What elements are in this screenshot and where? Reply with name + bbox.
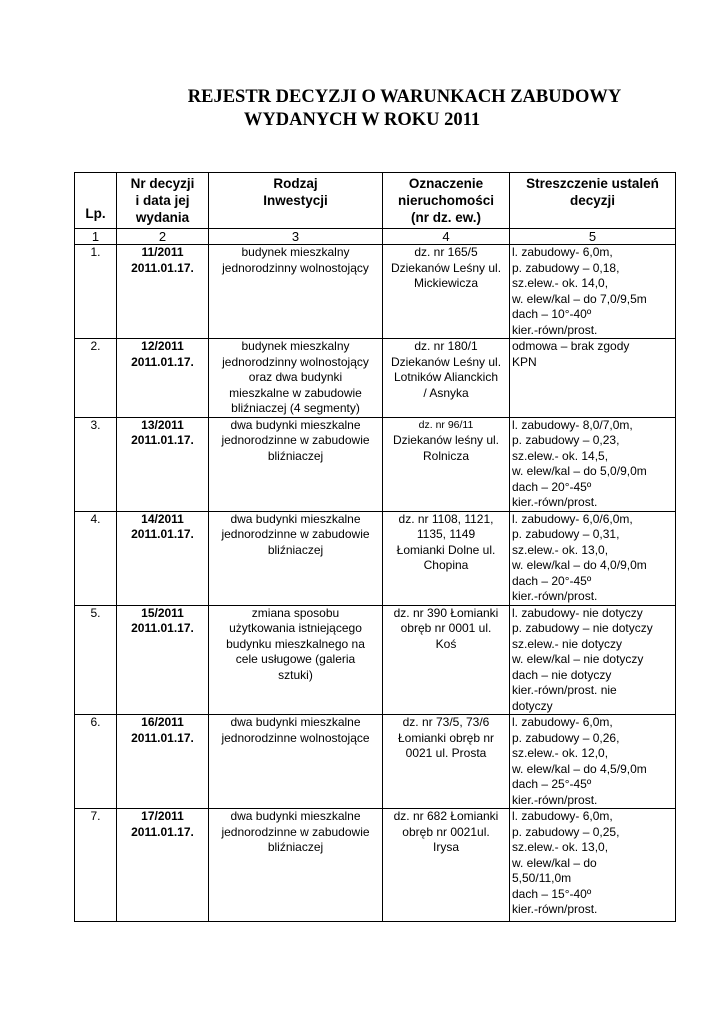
header-oznaczenie: Oznaczenie nieruchomości (nr dz. ew.): [383, 173, 510, 229]
investment-type-line: dwa budynki mieszkalne: [230, 809, 361, 823]
decision-number-line: 2011.01.17.: [131, 621, 194, 635]
decision-number-line: 2011.01.17.: [131, 527, 194, 541]
investment-type-line: bliźniaczej: [267, 840, 324, 854]
column-number: 4: [383, 229, 510, 245]
decision-summary-line: kier.-równ/prost.: [512, 902, 598, 916]
property-designation-line: obręb nr 0001 ul.: [400, 621, 492, 635]
cell-investment-type: [209, 809, 383, 922]
investment-type-line: budynek mieszkalny: [241, 245, 350, 259]
cell-lp: [75, 605, 117, 715]
decision-summary-line: sz.elew.- ok. 13,0,: [512, 542, 609, 557]
investment-type-line: użytkowania istniejącego: [229, 621, 362, 635]
decision-summary-line: dach – 25°-45º: [512, 777, 592, 791]
decision-summary-line: dach – 10°-40º: [512, 307, 592, 321]
cell-decision-number: [117, 809, 209, 922]
cell-decision-number: [117, 339, 209, 418]
column-number-row: [75, 229, 676, 245]
property-designation-line: Dziekanów Leśny ul.: [390, 260, 502, 275]
investment-type-line: zmiana sposobu: [251, 605, 340, 620]
decision-summary-line: l. zabudowy- 8,0/7,0m,: [512, 417, 633, 432]
investment-type-line: budynku mieszkalnego na: [226, 636, 365, 651]
property-designation-line: dz. nr 1108, 1121,: [398, 511, 494, 526]
decision-summary-line: w. elew/kal – do 7,0/9,5m: [512, 291, 647, 306]
decision-number-line: 14/2011: [141, 511, 184, 526]
cell-decision-summary: [510, 339, 676, 418]
decision-number-line: 15/2011: [141, 605, 184, 620]
property-designation-line: dz. nr 165/5: [414, 245, 478, 259]
property-designation-line: Rolnicza: [422, 448, 470, 463]
row-number: 1.: [90, 245, 101, 259]
cell-lp: [75, 715, 117, 809]
cell-decision-summary: [510, 417, 676, 511]
table-row: [75, 245, 676, 339]
decision-summary-line: kier.-równ/prost.: [512, 495, 598, 509]
decision-number-line: 12/2011: [141, 339, 184, 353]
decision-number-line: 13/2011: [141, 417, 184, 432]
header-row: [75, 173, 676, 229]
row-number: 6.: [90, 715, 101, 729]
decision-summary-line: l. zabudowy- nie dotyczy: [512, 605, 643, 620]
property-designation-line: 1135, 1149: [416, 527, 476, 541]
property-designation-line: Łomianki obręb nr: [397, 730, 495, 745]
decision-summary-line: w. elew/kal – do 4,5/9,0m: [512, 761, 647, 776]
investment-type-line: jednorodzinne w zabudowie: [221, 824, 370, 839]
property-designation-line: 0021 ul. Prosta: [405, 746, 487, 760]
investment-type-line: bliźniaczej: [267, 448, 324, 463]
property-designation-line: obręb nr 0021ul.: [402, 824, 490, 839]
investment-type-line: mieszkalne w zabudowie: [229, 385, 362, 400]
cell-lp: [75, 245, 117, 339]
cell-investment-type: [209, 715, 383, 809]
property-designation-line: dz. nr 73/5, 73/6: [402, 715, 490, 729]
table-row: [75, 417, 676, 511]
decision-summary-line: l. zabudowy- 6,0m,: [512, 245, 613, 259]
cell-decision-number: [117, 511, 209, 605]
cell-investment-type: [209, 511, 383, 605]
row-number: 7.: [90, 809, 101, 823]
investment-type-line: jednorodzinny wolnostojący: [222, 354, 369, 369]
investment-type-line: jednorodzinne wolnostojące: [221, 730, 370, 745]
cell-lp: [75, 511, 117, 605]
document-title: [0, 86, 724, 132]
decision-summary-line: sz.elew.- ok. 12,0,: [512, 746, 609, 760]
decision-summary-line: sz.elew.- ok. 14,5,: [512, 448, 609, 463]
decision-summary-line: p. zabudowy – 0,31,: [512, 527, 620, 541]
cell-lp: [75, 339, 117, 418]
cell-property-designation: [383, 511, 510, 605]
cell-property-designation: [383, 339, 510, 418]
column-number: 5: [510, 229, 676, 245]
investment-type-line: jednorodzinne w zabudowie: [221, 527, 370, 541]
decision-summary-line: sz.elew.- nie dotyczy: [512, 636, 623, 651]
cell-decision-summary: [510, 245, 676, 339]
cell-decision-number: [117, 245, 209, 339]
property-designation-line: dz. nr 180/1: [414, 339, 478, 353]
cell-property-designation: [383, 245, 510, 339]
title-line-2: WYDANYCH W ROKU 2011: [243, 110, 481, 130]
cell-investment-type: [209, 339, 383, 418]
decision-number-line: 2011.01.17.: [131, 260, 194, 275]
decision-summary-line: l. zabudowy- 6,0m,: [512, 809, 613, 823]
cell-property-designation: [383, 715, 510, 809]
decision-number-line: 2011.01.17.: [131, 433, 194, 447]
cell-property-designation: [383, 809, 510, 922]
cell-investment-type: [209, 605, 383, 715]
property-designation-line: Irysa: [432, 840, 459, 854]
decision-summary-line: w. elew/kal – do: [512, 855, 597, 870]
decision-number-line: 11/2011: [141, 245, 184, 259]
decision-summary-line: l. zabudowy- 6,0/6,0m,: [512, 511, 633, 526]
decision-summary-line: 5,50/11,0m: [512, 871, 572, 885]
header-lp: Lp.: [75, 173, 117, 229]
property-designation-line: Dziekanów Leśny ul.: [390, 354, 502, 369]
decision-summary-line: p. zabudowy – 0,25,: [512, 824, 620, 839]
investment-type-line: jednorodzinne w zabudowie: [221, 433, 370, 447]
cell-lp: [75, 417, 117, 511]
decision-summary-line: kier.-równ/prost.: [512, 589, 598, 603]
table-row: [75, 511, 676, 605]
row-number: 4.: [90, 511, 101, 526]
row-number: 5.: [90, 605, 101, 620]
decision-summary-line: p. zabudowy – 0,18,: [512, 260, 620, 275]
decision-summary-line: sz.elew.- ok. 14,0,: [512, 276, 609, 290]
decision-summary-line: l. zabudowy- 6,0m,: [512, 715, 613, 729]
header-streszczenie: Streszczenie ustaleń decyzji: [510, 173, 676, 229]
investment-type-line: dwa budynki mieszkalne: [230, 715, 361, 729]
table-row: [75, 715, 676, 809]
property-designation-line: Koś: [435, 636, 457, 651]
decision-summary-line: p. zabudowy – 0,23,: [512, 433, 620, 447]
decision-summary-line: dach – 15°-40º: [512, 886, 592, 901]
decision-summary-line: dach – 20°-45º: [512, 573, 592, 588]
column-number: 2: [117, 229, 209, 245]
decision-summary-line: p. zabudowy – nie dotyczy: [512, 621, 653, 635]
decisions-table: [74, 172, 676, 922]
cell-decision-summary: [510, 809, 676, 922]
decision-summary-line: kier.-równ/prost. nie: [512, 683, 617, 697]
decision-summary-line: w. elew/kal – nie dotyczy: [512, 652, 644, 666]
decision-summary-line: kier.-równ/prost.: [512, 792, 598, 807]
property-designation-line: / Asnyka: [423, 385, 469, 400]
cell-investment-type: [209, 417, 383, 511]
decision-summary-line: dotyczy: [512, 698, 553, 713]
property-designation-line: Lotników Alianckich: [393, 370, 499, 384]
property-designation-small: dz. nr 96/11: [418, 418, 474, 431]
investment-type-line: bliźniaczej (4 segmenty): [231, 401, 360, 415]
header-nr: Nr decyzji i data jej wydania: [117, 173, 209, 229]
property-designation-line: dz. nr 390 Łomianki: [393, 605, 499, 620]
table-row: [75, 809, 676, 922]
investment-type-line: oraz dwa budynki: [248, 370, 343, 384]
decision-number-line: 2011.01.17.: [131, 824, 194, 839]
property-designation-line: Mickiewicza: [413, 276, 478, 290]
property-designation-line: dz. nr 682 Łomianki: [393, 809, 499, 823]
row-number: 3.: [90, 417, 101, 432]
property-designation-line: Dziekanów leśny ul.: [392, 433, 500, 447]
decision-summary-line: dach – 20°-45º: [512, 479, 592, 494]
cell-decision-summary: [510, 605, 676, 715]
property-designation-line: Chopina: [423, 558, 469, 572]
decision-number-line: 2011.01.17.: [131, 354, 194, 369]
table-row: [75, 605, 676, 715]
investment-type-line: bliźniaczej: [267, 542, 324, 557]
column-number: 3: [209, 229, 383, 245]
decision-number-line: 17/2011: [141, 809, 184, 823]
cell-decision-summary: [510, 511, 676, 605]
decision-summary-line: kier.-równ/prost.: [512, 322, 598, 337]
investment-type-line: budynek mieszkalny: [241, 339, 350, 353]
decision-summary-line: w. elew/kal – do 4,0/9,0m: [512, 558, 647, 572]
cell-decision-number: [117, 417, 209, 511]
investment-type-line: cele usługowe (galeria: [235, 652, 356, 666]
investment-type-line: dwa budynki mieszkalne: [230, 511, 361, 526]
cell-property-designation: [383, 605, 510, 715]
investment-type-line: jednorodzinny wolnostojący: [222, 260, 369, 275]
cell-decision-number: [117, 715, 209, 809]
column-number: 1: [75, 229, 117, 245]
cell-lp: [75, 809, 117, 922]
table-row: [75, 339, 676, 418]
decision-number-line: 16/2011: [141, 715, 184, 729]
cell-decision-summary: [510, 715, 676, 809]
decision-summary-line: KPN: [512, 354, 537, 369]
decision-summary-line: sz.elew.- ok. 13,0,: [512, 840, 609, 854]
investment-type-line: dwa budynki mieszkalne: [230, 417, 361, 432]
cell-decision-number: [117, 605, 209, 715]
cell-property-designation: [383, 417, 510, 511]
decision-summary-line: odmowa – brak zgody: [512, 339, 630, 353]
row-number: 2.: [90, 339, 101, 353]
header-rodzaj: Rodzaj Inwestycji: [209, 173, 383, 229]
decision-summary-line: w. elew/kal – do 5,0/9,0m: [512, 464, 647, 478]
property-designation-line: Łomianki Dolne ul.: [396, 542, 496, 557]
cell-investment-type: [209, 245, 383, 339]
decision-number-line: 2011.01.17.: [131, 730, 194, 745]
investment-type-line: sztuki): [278, 667, 313, 682]
title-line-1: REJESTR DECYZJI O WARUNKACH ZABUDOWY: [187, 87, 622, 107]
decision-summary-line: p. zabudowy – 0,26,: [512, 730, 620, 745]
decision-summary-line: dach – nie dotyczy: [512, 667, 612, 682]
